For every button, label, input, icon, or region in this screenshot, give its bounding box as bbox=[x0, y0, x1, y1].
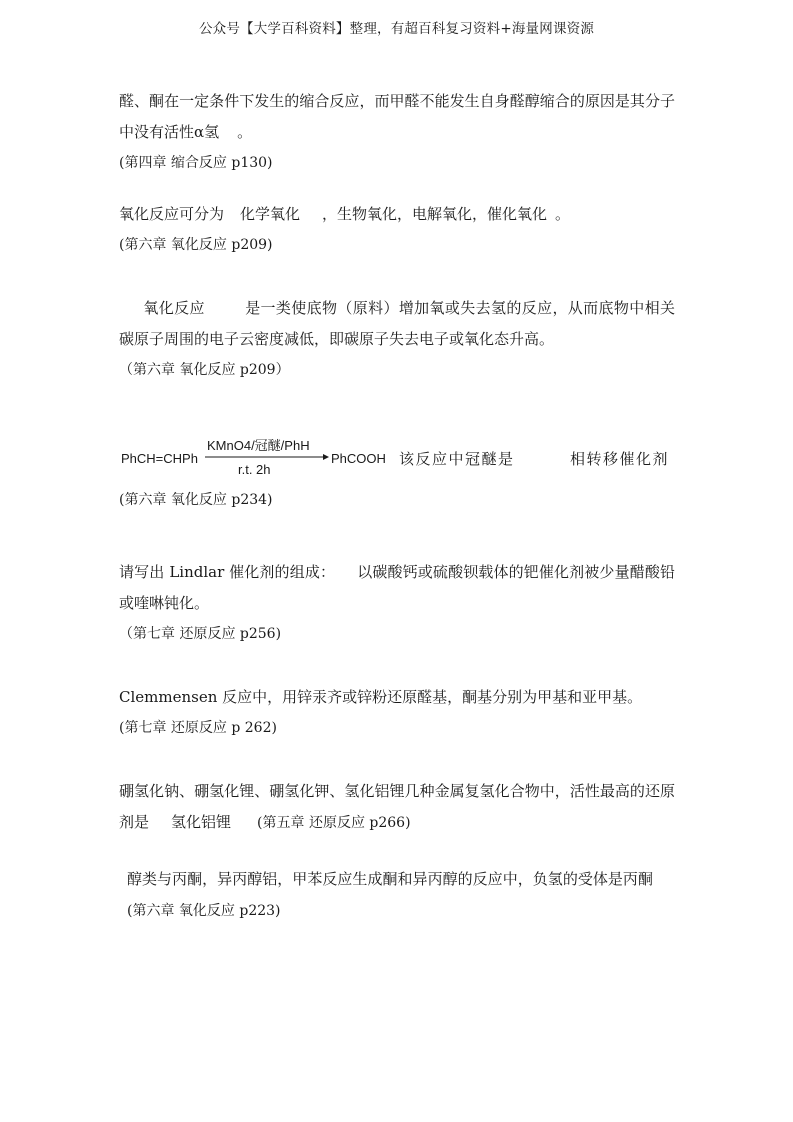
question-3-term: 氧化反应 bbox=[143, 299, 205, 317]
question-5-answer: 以碳酸钙或硫酸钡载体的钯催化剂被少量醋酸铅或喹啉钝化。 bbox=[119, 563, 675, 612]
question-5-reference: （第七章 还原反应 p256) bbox=[119, 626, 282, 642]
question-4-reference: (第六章 氧化反应 p234) bbox=[119, 492, 273, 508]
question-3 bbox=[119, 293, 675, 355]
reaction-reactant: PhCH=CHPh bbox=[121, 451, 198, 466]
question-2-answer: 化学氧化 bbox=[240, 205, 301, 223]
question-2-reference: (第六章 氧化反应 p209) bbox=[119, 237, 273, 253]
reaction-condition-bottom: r.t. 2h bbox=[238, 462, 271, 477]
question-2-rest: ，生物氧化，电解氧化，催化氧化 bbox=[322, 205, 548, 223]
question-7-text: 硼氢化钠、硼氢化锂、硼氢化钾、氢化铝锂几种金属复氢化合物中，活性最高的还原剂是 bbox=[119, 782, 675, 831]
question-5-prefix: 请写出 Lindlar 催化剂的组成： bbox=[119, 563, 336, 581]
question-1-text: 醛、酮在一定条件下发生的缩合反应，而甲醛不能发生自身醛醇缩合的原因是其分子中没有活性α氢 bbox=[119, 92, 675, 141]
question-6: Clemmensen 反应中，用锌汞齐或锌粉还原醛基，酮基分别为甲基和亚甲基。 bbox=[119, 688, 643, 706]
question-2-end: 。 bbox=[555, 205, 571, 223]
reaction-product: PhCOOH bbox=[331, 451, 386, 466]
question-2-prefix: 氧化反应可分为 bbox=[119, 205, 225, 223]
question-1 bbox=[119, 86, 675, 148]
page-header: 公众号【大学百科资料】整理，有超百科复习资料+海量网课资源 bbox=[198, 21, 595, 37]
question-7-answer: 氢化铝锂 bbox=[171, 813, 232, 831]
reaction-condition-top: KMnO4/冠醚/PhH bbox=[207, 438, 310, 453]
question-1-reference: (第四章 缩合反应 p130) bbox=[119, 155, 273, 171]
question-8-text: 醇类与丙酮，异丙醇铝，甲苯反应生成酮和异丙醇的反应中，负氢的受体是丙酮 bbox=[127, 870, 653, 888]
question-3-text: 是一类使底物（原料）增加氧或失去氢的反应，从而底物中相关碳原子周围的电子云密度减低，即碳原子失去电子或氧化态升高。 bbox=[119, 299, 675, 348]
question-8-reference: (第六章 氧化反应 p223) bbox=[127, 903, 281, 919]
question-7 bbox=[119, 776, 675, 839]
question-1-end: 。 bbox=[237, 123, 253, 141]
question-7-reference: (第五章 还原反应 p266) bbox=[257, 815, 411, 831]
question-4-reaction-row bbox=[119, 427, 675, 485]
question-4-answer: 相转移催化剂 bbox=[570, 450, 670, 468]
question-6-reference: (第七章 还原反应 p 262) bbox=[119, 720, 277, 736]
reaction-arrow-icon bbox=[205, 452, 329, 462]
question-8 bbox=[119, 864, 675, 927]
question-3-reference: （第六章 氧化反应 p209） bbox=[119, 362, 290, 378]
question-4-text: 该反应中冠醚是 bbox=[399, 450, 515, 468]
question-5 bbox=[119, 557, 675, 619]
reaction-scheme bbox=[119, 433, 389, 477]
question-2 bbox=[119, 199, 675, 230]
document-body bbox=[119, 86, 675, 927]
